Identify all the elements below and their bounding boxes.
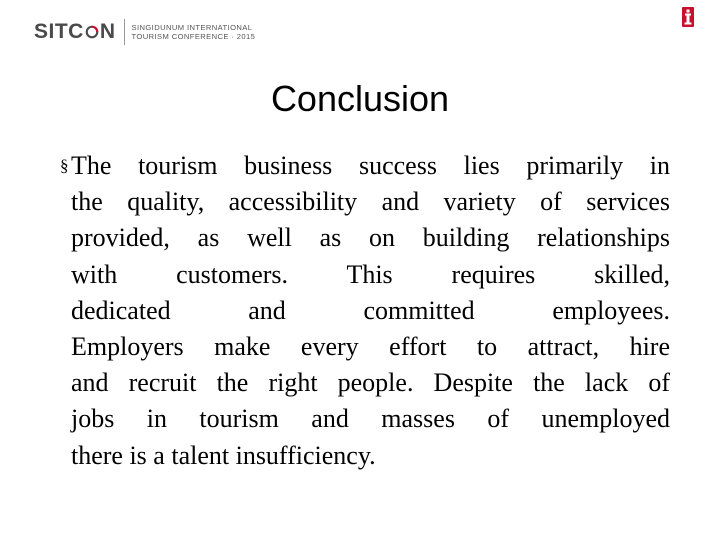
university-emblem-icon [681,6,695,28]
bullet-item [60,148,670,474]
text-line: dedicated and committed employees. [71,295,670,325]
logo-text-suffix: N [99,20,116,43]
logo-divider [124,19,125,45]
bullet-text [71,148,670,474]
logo-text-prefix: SITC [34,20,84,43]
text-line: Employers make every effort to attract, hire [71,332,670,362]
slide-body [60,148,670,474]
text-line: and recruit the right people. Despite the lack of [71,368,670,398]
slide-title-text: Conclusion [270,78,450,119]
bullet-marker: § [60,156,69,175]
text-line: The tourism business success lies primarily in [71,151,670,180]
text-line: with customers. This requires skilled, [71,259,670,289]
text-line: provided, as well as on building relationships [71,223,670,253]
conference-logo [34,14,255,50]
logo-subtitle [132,23,256,41]
logo-wordmark [34,20,116,44]
logo-subtitle-line1: SINGIDUNUM INTERNATIONAL [131,23,253,32]
text-line: there is a talent insufficiency. [71,440,376,470]
text-line: the quality, accessibility and variety of services [71,187,670,217]
circular-logo-icon [85,25,99,39]
logo-subtitle-line2: TOURISM CONFERENCE · 2015 [131,32,256,41]
text-line: jobs in tourism and masses of unemployed [71,404,670,434]
slide-title [0,78,720,120]
